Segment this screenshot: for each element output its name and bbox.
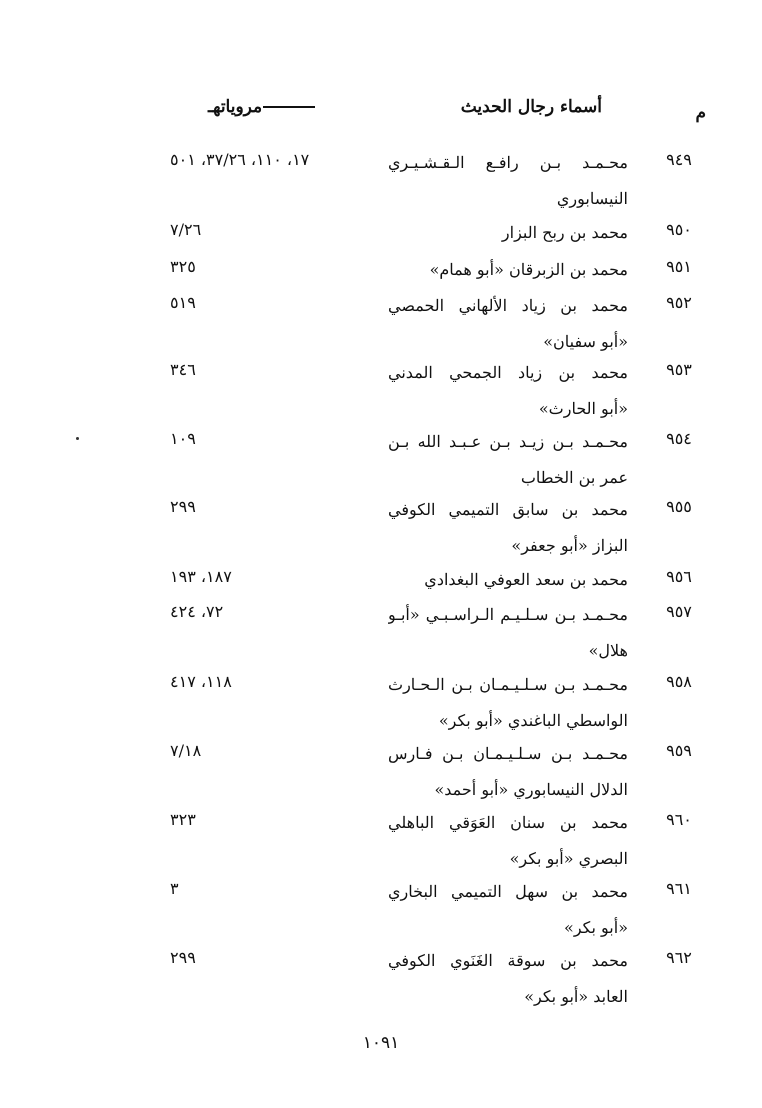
entry-name bbox=[388, 424, 628, 496]
entry-name-line1: محمد بن سوقة الغَنَوي الكوفي bbox=[388, 951, 628, 970]
entry-number: ٩٥٥ bbox=[666, 497, 692, 516]
entry-name-line2: «أبو الحارث» bbox=[538, 399, 628, 418]
entry-name-line1: محـمـد بـن رافـع الـقـشـيـري bbox=[388, 153, 628, 172]
entry-name bbox=[388, 562, 628, 598]
entry-number: ٩٦١ bbox=[666, 879, 692, 898]
entry-name-line1: محمد بن سابق التميمي الكوفي bbox=[388, 500, 628, 519]
entry-number: ٩٤٩ bbox=[666, 150, 692, 169]
entry-narrations: ٧٢، ٤٢٤ bbox=[170, 602, 224, 621]
entry-number: ٩٥٤ bbox=[666, 429, 692, 448]
entry-name bbox=[388, 736, 628, 808]
entry-narrations: ١٨٧، ١٩٣ bbox=[170, 567, 232, 586]
entry-narrations: ٧/١٨ bbox=[170, 741, 202, 760]
entry-name bbox=[388, 355, 628, 427]
entry-narrations: ٢٩٩ bbox=[170, 497, 196, 516]
entry-name bbox=[388, 492, 628, 564]
entry-name-line1: محمد بن زياد الألهاني الحمصي bbox=[388, 296, 628, 315]
entry-name-line2: النيسابوري bbox=[556, 189, 628, 208]
entry-narrations: ٣٤٦ bbox=[170, 360, 196, 379]
entry-name-line2: الدلال النيسابوري «أبو أحمد» bbox=[434, 780, 628, 799]
entry-name-line2: عمر بن الخطاب bbox=[520, 468, 628, 487]
entry-narrations: ٣٢٣ bbox=[170, 810, 196, 829]
entry-name-line1: محـمـد بـن زيـد بـن عـبـد الله بـن bbox=[388, 432, 628, 451]
entry-name-line1: محمد بن سعد العوفي البغدادي bbox=[424, 570, 628, 589]
header-narrator-names: أسماء رجال الحديث bbox=[460, 97, 602, 117]
header-number: م bbox=[695, 103, 706, 123]
page-number: ١٠٩١ bbox=[362, 1033, 400, 1053]
entry-narrations: ٣٢٥ bbox=[170, 257, 196, 276]
entry-narrations: ٧/٢٦ bbox=[170, 220, 202, 239]
entry-name bbox=[388, 597, 628, 669]
entry-name-line2: العابد «أبو بكر» bbox=[524, 987, 628, 1006]
margin-speck bbox=[76, 437, 79, 440]
entry-name-line2: «أبو بكر» bbox=[564, 918, 628, 937]
entry-name-line2: الواسطي الباغندي «أبو بكر» bbox=[438, 711, 628, 730]
entry-narrations: ٢٩٩ bbox=[170, 948, 196, 967]
entry-number: ٩٥٣ bbox=[666, 360, 692, 379]
entry-narrations: ٣ bbox=[170, 879, 179, 898]
entry-name bbox=[388, 288, 628, 360]
entry-number: ٩٥٠ bbox=[666, 220, 692, 239]
entry-name-line1: محـمـد بـن سـلـيـم الـراسـبـي «أبـو bbox=[388, 605, 628, 624]
entry-name-line2: البزاز «أبو جعفر» bbox=[511, 536, 628, 555]
entry-name bbox=[388, 943, 628, 1015]
entry-name-line1: محمد بن ربح البزار bbox=[501, 223, 628, 242]
entry-name-line2: البصري «أبو بكر» bbox=[509, 849, 628, 868]
header-narrations-label: مروياتهـ bbox=[208, 97, 263, 117]
entry-number: ٩٥٨ bbox=[666, 672, 692, 691]
entry-number: ٩٥٦ bbox=[666, 567, 692, 586]
entry-name-line1: محمد بن سهل التميمي البخاري bbox=[388, 882, 628, 901]
entry-name-line2: «أبو سفيان» bbox=[543, 332, 628, 351]
header-narrations-underline bbox=[263, 106, 315, 108]
entry-name bbox=[388, 145, 628, 217]
entry-number: ٩٦٢ bbox=[666, 948, 692, 967]
header-narrations bbox=[208, 92, 315, 122]
entry-name-line1: محمد بن زياد الجمحي المدني bbox=[388, 363, 628, 382]
entry-number: ٩٥٢ bbox=[666, 293, 692, 312]
entry-name-line1: محـمـد بـن سـلـيـمـان بـن فـارس bbox=[388, 744, 628, 763]
entry-number: ٩٥١ bbox=[666, 257, 692, 276]
entry-name bbox=[388, 874, 628, 946]
entry-narrations: ١٠٩ bbox=[170, 429, 196, 448]
entry-narrations: ١١٨، ٤١٧ bbox=[170, 672, 232, 691]
entry-number: ٩٦٠ bbox=[666, 810, 692, 829]
entry-name bbox=[388, 215, 628, 251]
entry-name bbox=[388, 667, 628, 739]
entry-name-line1: محمد بن الزبرقان «أبو همام» bbox=[429, 260, 628, 279]
entry-name bbox=[388, 252, 628, 288]
entry-name-line2: هلال» bbox=[588, 641, 628, 660]
entry-name-line1: محـمـد بـن سـلـيـمـان بـن الـحـارث bbox=[388, 675, 628, 694]
entry-name bbox=[388, 805, 628, 877]
entry-narrations: ٥١٩ bbox=[170, 293, 196, 312]
entry-number: ٩٥٧ bbox=[666, 602, 692, 621]
entry-name-line1: محمد بن سنان العَوَقي الباهلي bbox=[388, 813, 628, 832]
entry-number: ٩٥٩ bbox=[666, 741, 692, 760]
entry-narrations: ١٧، ١١٠، ٣٧/٢٦، ٥٠١ bbox=[170, 150, 310, 169]
